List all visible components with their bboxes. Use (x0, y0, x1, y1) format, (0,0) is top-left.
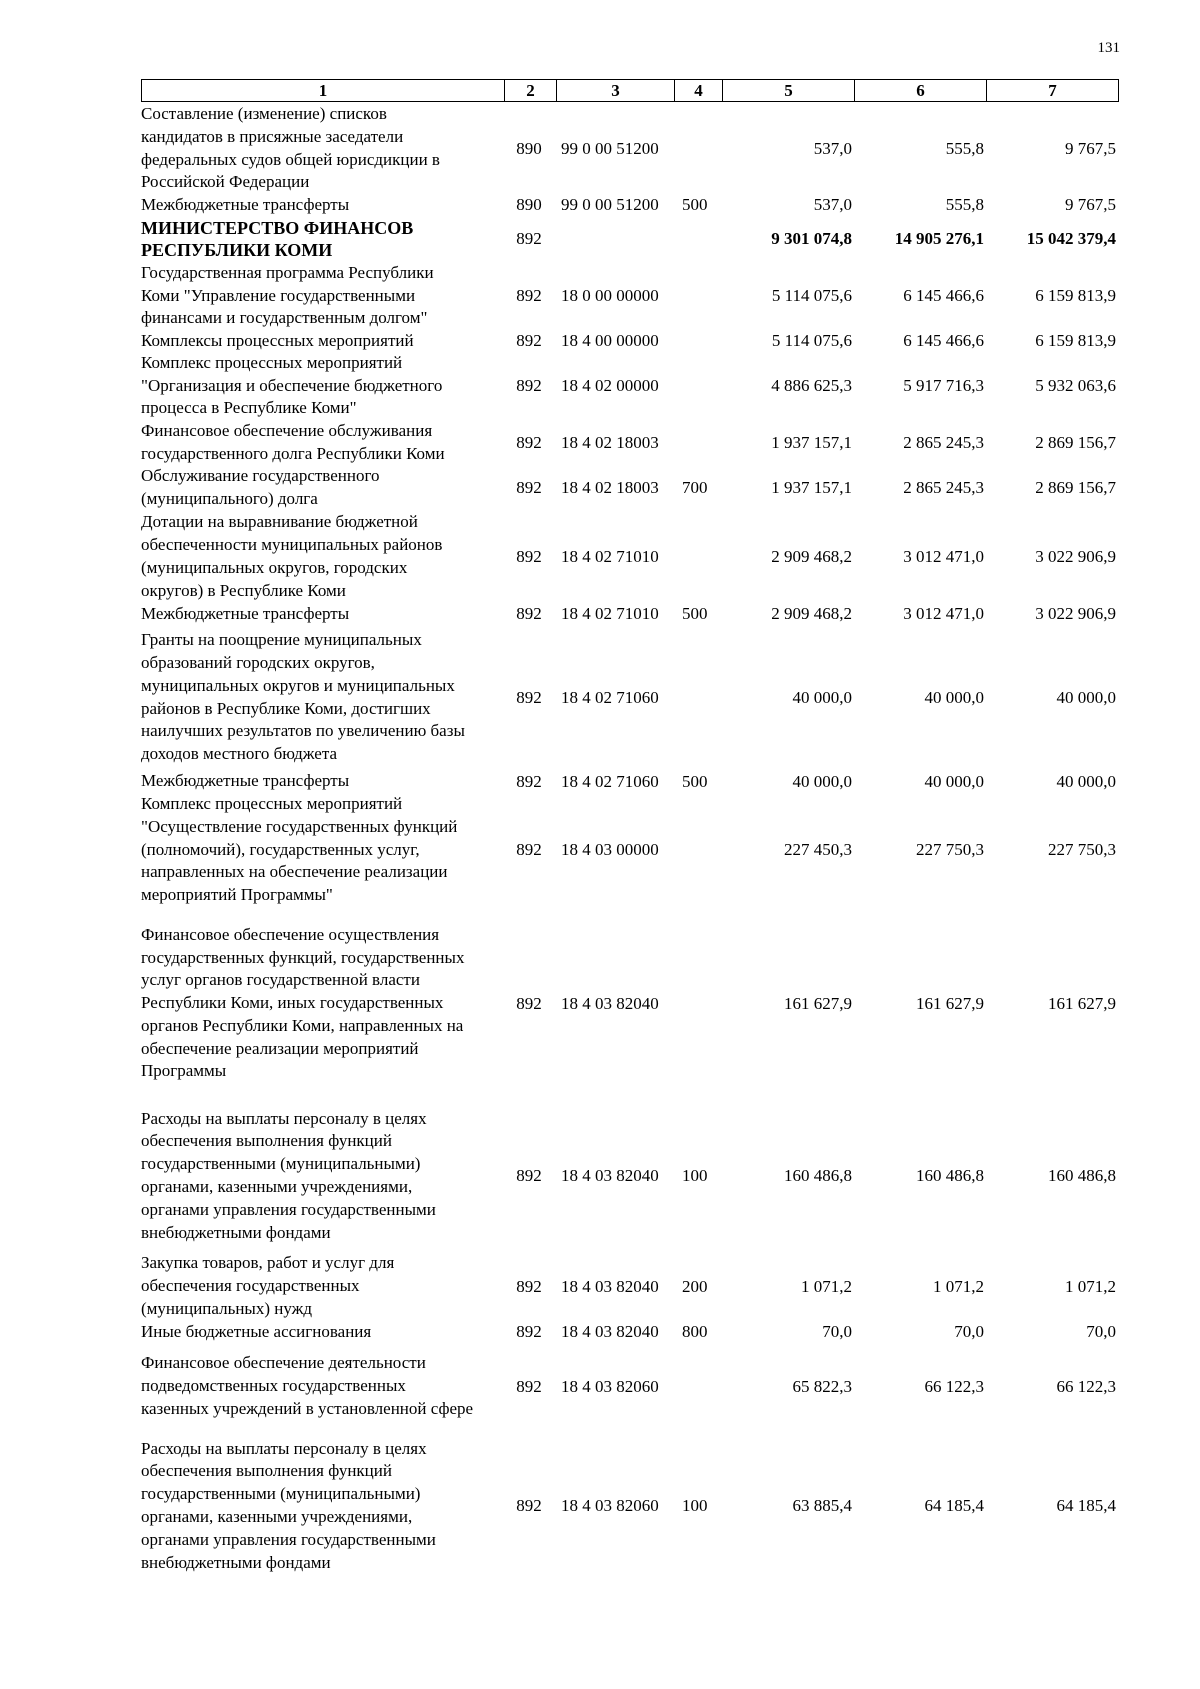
row-vr-code: 100 (682, 1496, 708, 1515)
row-amount-col7: 9 767,5 (1065, 138, 1116, 158)
row-vr-code (674, 420, 720, 465)
table-row (0, 262, 1200, 330)
column-header-row (141, 79, 1119, 102)
row-amount-col5: 5 114 075,6 (771, 331, 852, 350)
row-amount-col7: 161 627,9 (1048, 993, 1116, 1013)
row-ved-code: 892 (516, 432, 542, 452)
row-csr-code: 18 4 02 71060 (561, 687, 659, 707)
row-name: Дотации на выравнивание бюджетной обеспеченности муниципальных районов (муниципальных округов, городских округов) в Республике Коми (141, 512, 443, 600)
row-name: Закупка товаров, работ и услуг для обеспечения государственных (муниципальных) нужд (141, 1253, 395, 1318)
row-name: Финансовое обеспечение осуществления государственных функций, государственных услуг органов государственной власти Республики Коми, иных государственных органов Республики Коми, направленных на обеспечение реализации мероприятий Программы (141, 924, 465, 1081)
row-name: Комплексы процессных мероприятий (141, 330, 414, 350)
row-amount-col6: 66 122,3 (924, 1376, 984, 1396)
row-amount-col6: 5 917 716,3 (903, 376, 984, 395)
row-ved-code: 892 (516, 687, 542, 707)
row-csr-code: 18 4 02 18003 (561, 432, 659, 452)
table-row (0, 1321, 1200, 1343)
row-name: Государственная программа Республики Коми "Управление государственными финансами и государственным долгом" (141, 262, 434, 328)
row-amount-col7: 3 022 906,9 (1035, 604, 1116, 623)
row-vr-code: 200 (682, 1276, 708, 1296)
column-header-6: 6 (855, 80, 987, 102)
row-csr-code: 18 4 03 00000 (561, 840, 659, 859)
row-name: Гранты на поощрение муниципальных образований городских округов, муниципальных округов и муниципальных районов в Республике Коми, достигших наилучших результатов по увеличению базы доходов местного бюджета (141, 630, 465, 764)
page-number: 131 (1097, 40, 1120, 56)
row-name: Расходы на выплаты персоналу в целях обеспечения выполнения функций государственными (муниципальными) органами, казенными учреждениями, органами управления государственными внебюджетными фондами (141, 1108, 436, 1242)
row-amount-col6: 6 145 466,6 (903, 286, 984, 305)
row-vr-code: 500 (682, 771, 708, 791)
row-amount-col7: 1 071,2 (1065, 1276, 1116, 1296)
row-name: Межбюджетные трансферты (141, 603, 350, 623)
row-csr-code: 18 4 02 71010 (561, 604, 659, 623)
column-header-7: 7 (987, 80, 1119, 102)
table-row (0, 1430, 1200, 1582)
table-row (0, 1252, 1200, 1321)
row-amount-col7: 227 750,3 (1048, 840, 1116, 859)
row-amount-col7: 40 000,0 (1056, 687, 1116, 707)
table-row (0, 216, 1200, 262)
row-amount-col6: 70,0 (954, 1322, 984, 1341)
row-amount-col7: 64 185,4 (1056, 1496, 1116, 1515)
row-ved-code: 892 (516, 604, 542, 623)
row-amount-col5: 1 937 157,1 (771, 432, 852, 452)
table-row (0, 103, 1200, 194)
row-name: Финансовое обеспечение деятельности подведомственных государственных казенных учреждений в установленной сфере (141, 1353, 474, 1418)
row-csr-code: 18 4 02 18003 (561, 478, 659, 497)
table-row (0, 194, 1200, 216)
row-ved-code: 892 (516, 229, 542, 248)
row-amount-col6: 14 905 276,1 (894, 229, 984, 248)
row-amount-col6: 64 185,4 (924, 1496, 984, 1515)
column-header-1: 1 (142, 80, 505, 102)
row-amount-col6: 6 145 466,6 (903, 331, 984, 350)
row-amount-col6: 227 750,3 (916, 840, 984, 859)
table-row (0, 603, 1200, 625)
row-name: Комплекс процессных мероприятий "Организация и обеспечение бюджетного процесса в Республике Коми" (141, 352, 443, 418)
row-vr-code (674, 103, 720, 194)
row-name: МИНИСТЕРСТВО ФИНАНСОВ РЕСПУБЛИКИ КОМИ (141, 218, 414, 260)
row-amount-col5: 160 486,8 (784, 1166, 852, 1185)
column-header-2: 2 (505, 80, 557, 102)
row-csr-code: 99 0 00 51200 (561, 138, 659, 158)
row-vr-code (674, 216, 720, 262)
table-row (0, 770, 1200, 793)
row-amount-col6: 1 071,2 (933, 1276, 984, 1296)
row-amount-col6: 40 000,0 (924, 687, 984, 707)
row-amount-col7: 3 022 906,9 (1035, 547, 1116, 566)
row-amount-col7: 66 122,3 (1056, 1376, 1116, 1396)
row-name: Межбюджетные трансферты (141, 771, 350, 791)
row-csr-code: 18 4 02 00000 (561, 376, 659, 395)
row-ved-code: 892 (516, 1322, 542, 1341)
table-row (0, 1343, 1200, 1430)
row-vr-code (674, 907, 720, 1100)
row-csr-code: 18 4 03 82040 (561, 1166, 659, 1185)
row-vr-code (674, 330, 720, 352)
row-amount-col6: 2 865 245,3 (903, 478, 984, 497)
row-name: Финансовое обеспечение обслуживания государственного долга Республики Коми (141, 420, 445, 463)
row-vr-code (674, 1343, 720, 1430)
row-ved-code: 890 (516, 195, 542, 214)
row-amount-col7: 15 042 379,4 (1026, 229, 1116, 248)
row-amount-col5: 63 885,4 (792, 1496, 852, 1515)
column-header-3: 3 (557, 80, 675, 102)
row-vr-code: 700 (682, 478, 708, 497)
row-amount-col5: 40 000,0 (792, 687, 852, 707)
row-vr-code (674, 793, 720, 907)
row-ved-code: 892 (516, 376, 542, 395)
row-amount-col5: 2 909 468,2 (771, 604, 852, 623)
table-row (0, 465, 1200, 511)
row-amount-col7: 5 932 063,6 (1035, 376, 1116, 395)
row-csr-code: 18 4 02 71010 (561, 547, 659, 566)
row-ved-code: 892 (516, 1276, 542, 1296)
row-amount-col6: 161 627,9 (916, 993, 984, 1013)
row-csr-code: 18 0 00 00000 (561, 286, 659, 305)
row-amount-col7: 160 486,8 (1048, 1166, 1116, 1185)
row-csr-code: 18 4 03 82060 (561, 1496, 659, 1515)
row-amount-col5: 9 301 074,8 (771, 229, 852, 248)
row-amount-col7: 40 000,0 (1056, 771, 1116, 791)
row-amount-col6: 3 012 471,0 (903, 604, 984, 623)
row-vr-code: 800 (682, 1322, 708, 1341)
row-amount-col6: 160 486,8 (916, 1166, 984, 1185)
row-csr-code (556, 216, 674, 262)
row-ved-code: 892 (516, 331, 542, 350)
table-row (0, 352, 1200, 420)
row-amount-col7: 6 159 813,9 (1035, 286, 1116, 305)
row-name: Составление (изменение) списков кандидатов в присяжные заседатели федеральных судов общей юрисдикции в Российской Федерации (141, 103, 440, 192)
column-header-4: 4 (675, 80, 723, 102)
row-vr-code (674, 511, 720, 603)
row-ved-code: 892 (516, 840, 542, 859)
row-amount-col5: 1 937 157,1 (771, 478, 852, 497)
row-vr-code (674, 262, 720, 330)
row-amount-col5: 1 071,2 (801, 1276, 852, 1296)
row-ved-code: 892 (516, 771, 542, 791)
table-row (0, 330, 1200, 352)
row-ved-code: 890 (516, 138, 542, 158)
row-amount-col5: 65 822,3 (792, 1376, 852, 1396)
row-ved-code: 892 (516, 993, 542, 1013)
row-amount-col5: 2 909 468,2 (771, 547, 852, 566)
row-amount-col7: 6 159 813,9 (1035, 331, 1116, 350)
row-vr-code: 500 (682, 195, 708, 214)
row-csr-code: 18 4 03 82060 (561, 1376, 659, 1396)
table-row (0, 1100, 1200, 1252)
row-amount-col5: 161 627,9 (784, 993, 852, 1013)
row-csr-code: 18 4 03 82040 (561, 993, 659, 1013)
column-header-5: 5 (723, 80, 855, 102)
row-name: Межбюджетные трансферты (141, 194, 350, 214)
row-ved-code: 892 (516, 1376, 542, 1396)
row-amount-col6: 555,8 (945, 138, 984, 158)
row-amount-col7: 9 767,5 (1065, 195, 1116, 214)
row-amount-col6: 40 000,0 (924, 771, 984, 791)
row-ved-code: 892 (516, 478, 542, 497)
table-row (0, 625, 1200, 770)
row-ved-code: 892 (516, 547, 542, 566)
row-amount-col6: 3 012 471,0 (903, 547, 984, 566)
row-csr-code: 18 4 03 82040 (561, 1276, 659, 1296)
row-csr-code: 99 0 00 51200 (561, 195, 659, 214)
row-amount-col5: 4 886 625,3 (771, 376, 852, 395)
row-amount-col5: 537,0 (813, 138, 852, 158)
row-amount-col5: 5 114 075,6 (771, 286, 852, 305)
row-name: Комплекс процессных мероприятий "Осуществление государственных функций (полномочий), государственных услуг, направленных на обеспечение реализации мероприятий Программы" (141, 794, 458, 905)
row-csr-code: 18 4 00 00000 (561, 331, 659, 350)
row-ved-code: 892 (516, 286, 542, 305)
row-amount-col7: 70,0 (1086, 1322, 1116, 1341)
row-amount-col6: 2 865 245,3 (903, 432, 984, 452)
table-row (0, 420, 1200, 465)
row-name: Обслуживание государственного (муниципального) долга (141, 466, 380, 508)
row-amount-col5: 227 450,3 (784, 840, 852, 859)
row-ved-code: 892 (516, 1496, 542, 1515)
row-name: Иные бюджетные ассигнования (141, 1321, 372, 1341)
row-csr-code: 18 4 03 82040 (561, 1322, 659, 1341)
row-amount-col7: 2 869 156,7 (1035, 432, 1116, 452)
row-amount-col7: 2 869 156,7 (1035, 478, 1116, 497)
row-csr-code: 18 4 02 71060 (561, 771, 659, 791)
row-amount-col5: 537,0 (813, 195, 852, 214)
row-vr-code: 500 (682, 604, 708, 623)
row-amount-col6: 555,8 (945, 195, 984, 214)
row-amount-col5: 70,0 (822, 1322, 852, 1341)
table-row (0, 907, 1200, 1100)
row-ved-code: 892 (516, 1166, 542, 1185)
table-row (0, 793, 1200, 907)
row-name: Расходы на выплаты персоналу в целях обеспечения выполнения функций государственными (муниципальными) органами, казенными учреждениями, органами управления государственными внебюджетными фондами (141, 1438, 436, 1572)
row-vr-code (674, 352, 720, 420)
table-row (0, 511, 1200, 603)
row-vr-code: 100 (682, 1166, 708, 1185)
row-amount-col5: 40 000,0 (792, 771, 852, 791)
row-vr-code (674, 625, 720, 770)
